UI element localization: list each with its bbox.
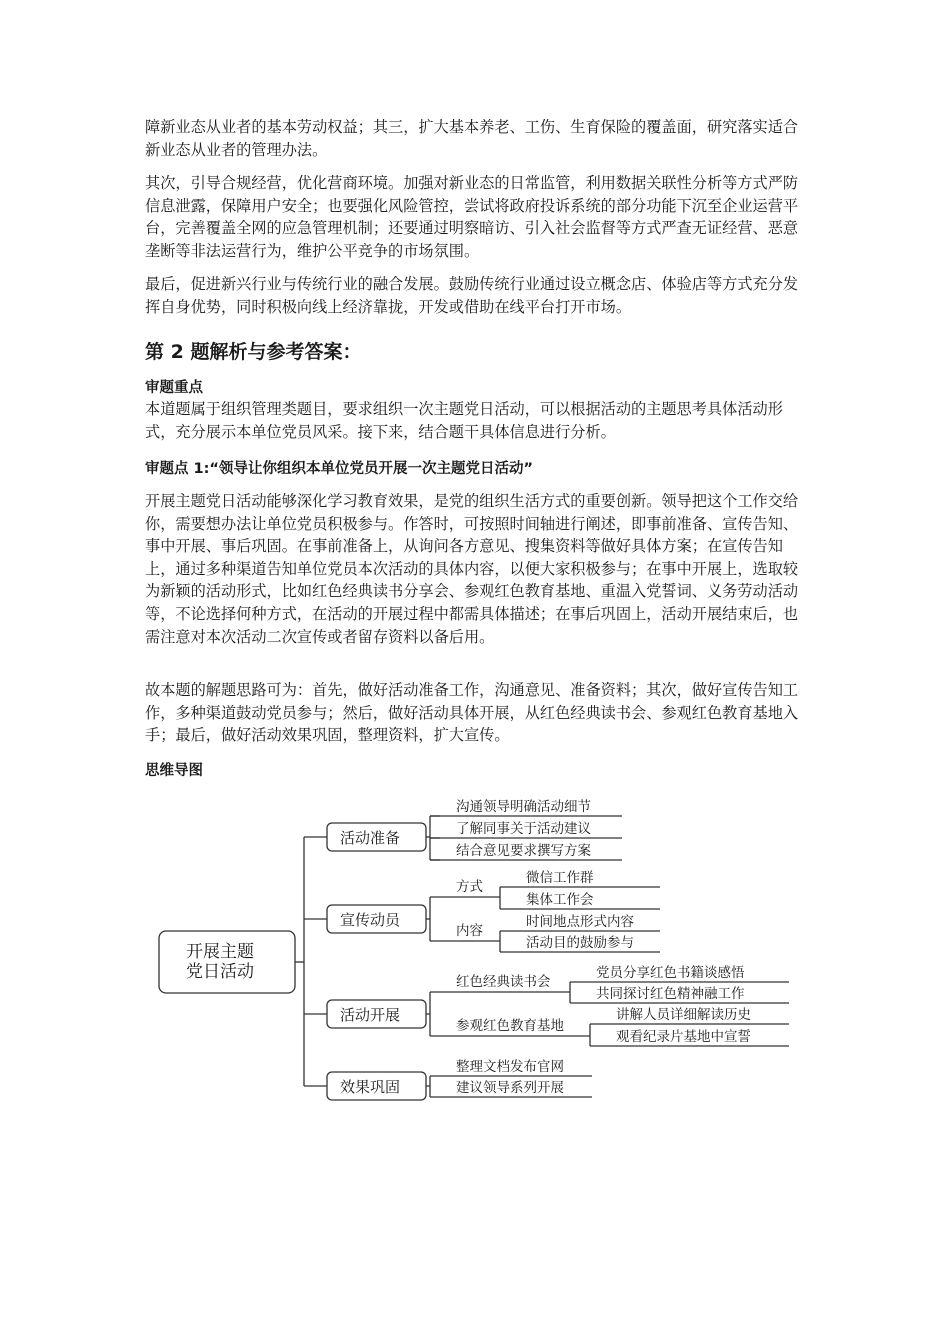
leaf-item: 沟通领导明确活动细节 [456,799,591,815]
paragraph: 开展主题党日活动能够深化学习教育效果，是党的组织生活方式的重要创新。领导把这个工作交给你，需要想办法让单位党员积极参与。作答时，可按照时间轴进行阐述，即事前准备、宣传告知、事中开展、事后巩固。在事前准备上，从询问各方意见、搜集资料等做好具体方案；在宣传告知上，通过多种渠道告知单位党员本次活动的具体内容，以便大家积极参与；在事中开展上，选取较为新颖的活动形式，比如红色经典读书分享会、参观红色教育基地、重温入党誓词、义务劳动活动等，不论选择何种方式，在活动的开展过程中都需具体描述；在事后巩固上，活动开展结束后，也需注意对本次活动二次宣传或者留存资料以备后用。 [145,492,799,646]
leaf-item: 共同探讨红色精神融工作 [596,986,745,1002]
paragraph: 其次，引导合规经营，优化营商环境。加强对新业态的日常监管，利用数据关联性分析等方式严防信息泄露，保障用户安全；也要强化风险管控，尝试将政府投诉系统的部分功能下沉至企业运营平台，完善覆盖全网的应急管理机制；还要通过明察暗访、引入社会监督等方式严查无证经营、恶意垄断等非法运营行为，维护公平竞争的市场氛围。 [145,174,799,260]
branch-label: 活动准备 [340,829,401,847]
mindmap-label: 思维导图 [145,763,203,779]
branch-label: 宣传动员 [340,911,401,929]
leaf-item: 时间地点形式内容 [526,914,634,930]
group-label: 方式 [456,879,483,895]
group-label: 内容 [456,923,483,939]
leaf-item: 建议领导系列开展 [456,1080,564,1096]
leaf-item: 集体工作会 [526,892,594,908]
paragraph: 故本题的解题思路可为：首先，做好活动准备工作，沟通意见、准备资料；其次，做好宣传告知工作，多种渠道鼓动党员参与；然后，做好活动具体开展，从红色经典读书会、参观红色教育基地入手；最后，做好活动效果巩固，整理资料，扩大宣传。 [145,681,799,745]
group-label: 参观红色教育基地 [456,1018,564,1034]
leaf-item: 微信工作群 [526,870,594,886]
leaf-item: 结合意见要求撰写方案 [456,843,591,859]
root-label: 开展主题 [186,942,254,962]
group-label: 红色经典读书会 [456,974,551,990]
branch-label: 效果巩固 [340,1078,401,1096]
branch-label: 活动开展 [340,1006,401,1024]
paragraph: 本道题属于组织管理类题目，要求组织一次主题党日活动，可以根据活动的主题思考具体活动形式，充分展示本单位党员风采。接下来，结合题干具体信息进行分析。 [145,400,783,441]
leaf-item: 活动目的鼓励参与 [526,935,634,951]
leaf-item: 讲解人员详细解读历史 [616,1007,751,1023]
root-label: 党日活动 [186,962,254,982]
paragraph: 最后，促进新兴行业与传统行业的融合发展。鼓励传统行业通过设立概念店、体验店等方式充分发挥自身优势，同时积极向线上经济靠拢，开发或借助在线平台打开市场。 [145,275,799,316]
review-focus-label: 审题重点 [145,380,203,396]
section-heading: 第 2 题解析与参考答案： [145,341,362,363]
leaf-item: 观看纪录片基地中宣誓 [616,1029,751,1045]
leaf-item: 整理文档发布官网 [456,1059,564,1075]
leaf-item: 党员分享红色书籍谈感悟 [596,965,745,981]
paragraph: 障新业态从业者的基本劳动权益；其三，扩大基本养老、工伤、生育保险的覆盖面，研究落实适合新业态从业者的管理办法。 [145,118,799,159]
leaf-item: 了解同事关于活动建议 [456,821,591,837]
point1-label: 审题点 1:“领导让你组织本单位党员开展一次主题党日活动” [145,461,533,477]
